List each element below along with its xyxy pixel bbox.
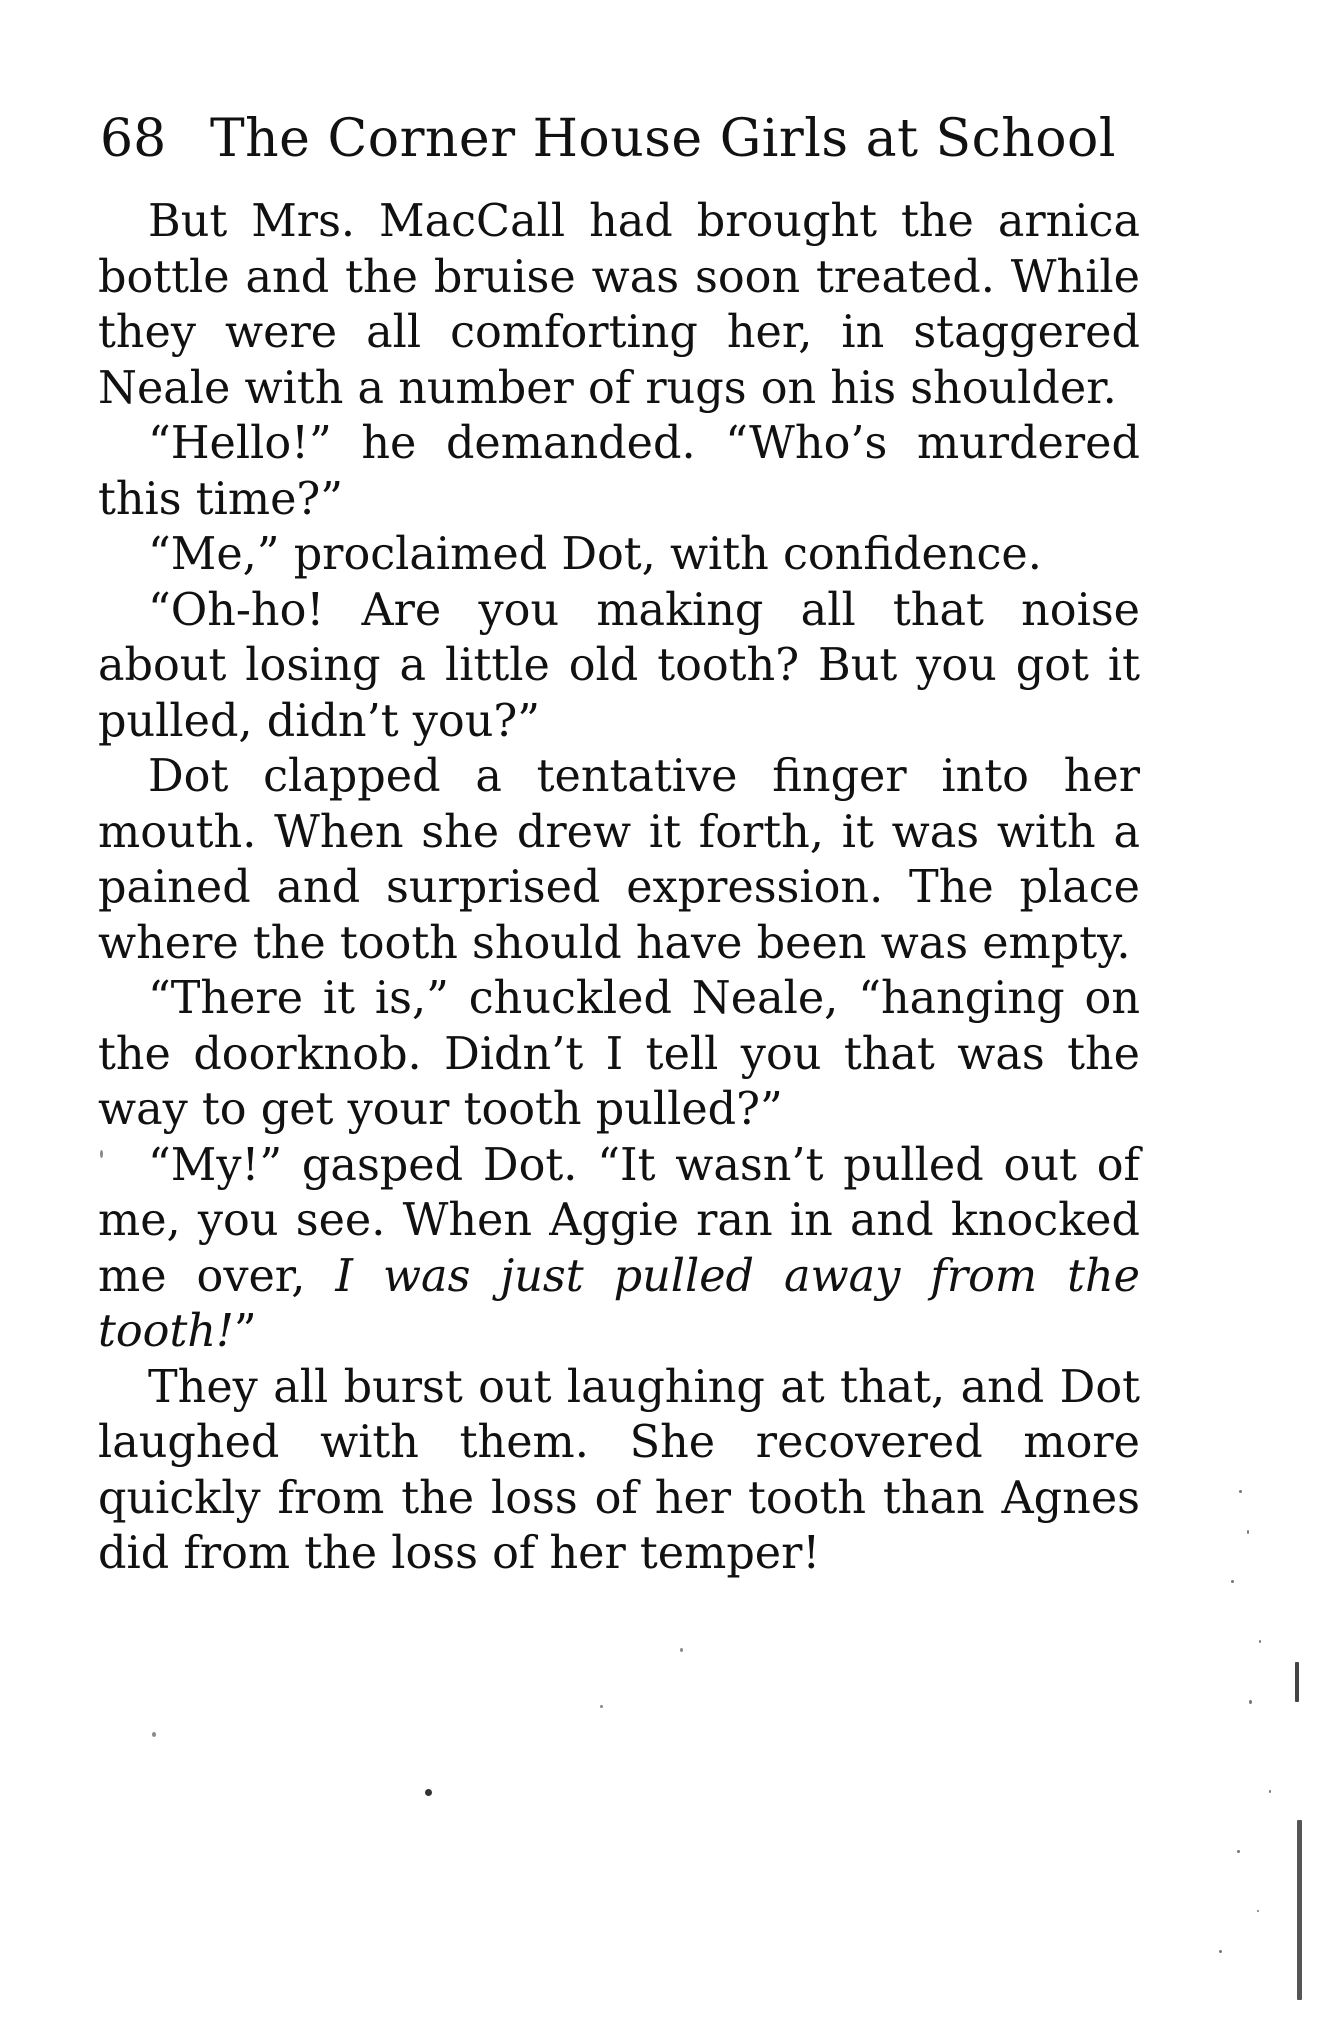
paragraph: “Oh-ho! Are you making all that noise about losing a little old tooth? But you got it pulled, didn’t you?” xyxy=(98,584,1140,747)
paragraph: “Me,” proclaimed Dot, with confidence. xyxy=(148,529,1042,580)
running-title: The Corner House Girls at School xyxy=(210,109,1116,169)
scan-speck xyxy=(425,1789,432,1796)
paragraph: But Mrs. MacCall had brought the arnica bottle and the bruise was soon treated. While they were all comforting her, in staggered Neale with a number of rugs on his shoulder. xyxy=(98,196,1140,414)
page-number: 68 xyxy=(100,109,167,169)
page-header xyxy=(100,104,1140,174)
paragraph: Dot clapped a tentative finger into her mouth. When she drew it forth, it was with a pained and surprised expression. The place where the tooth should have been was empty. xyxy=(98,751,1140,969)
paragraph-lead: “My!” gasped Dot. “It wasn’t pulled out of me, you see. When Aggie ran in and knocked me over, xyxy=(98,1139,1140,1302)
paragraph: “Hello!” he demanded. “Who’s murdered this time?” xyxy=(98,418,1140,525)
scan-speck xyxy=(152,1732,156,1737)
paragraph: “There it is,” chuckled Neale, “hanging on the doorknob. Didn’t I tell you that was the way to get your tooth pulled?” xyxy=(98,973,1140,1135)
scan-speck xyxy=(680,1648,683,1652)
paragraph: They all burst out laughing at that, and Dot laughed with them. She recovered more quickly from the loss of her tooth than Agnes did from the loss of her temper! xyxy=(98,1361,1140,1579)
paragraph-italic: I was just pulled away from the tooth! xyxy=(98,1250,1140,1357)
paragraph-tail: ” xyxy=(233,1306,257,1357)
scan-edge-noise xyxy=(1119,1490,1319,2010)
paragraph xyxy=(98,1138,1140,1360)
scan-speck xyxy=(100,1150,103,1158)
scan-speck xyxy=(600,1705,603,1708)
body-text xyxy=(98,194,1140,1582)
